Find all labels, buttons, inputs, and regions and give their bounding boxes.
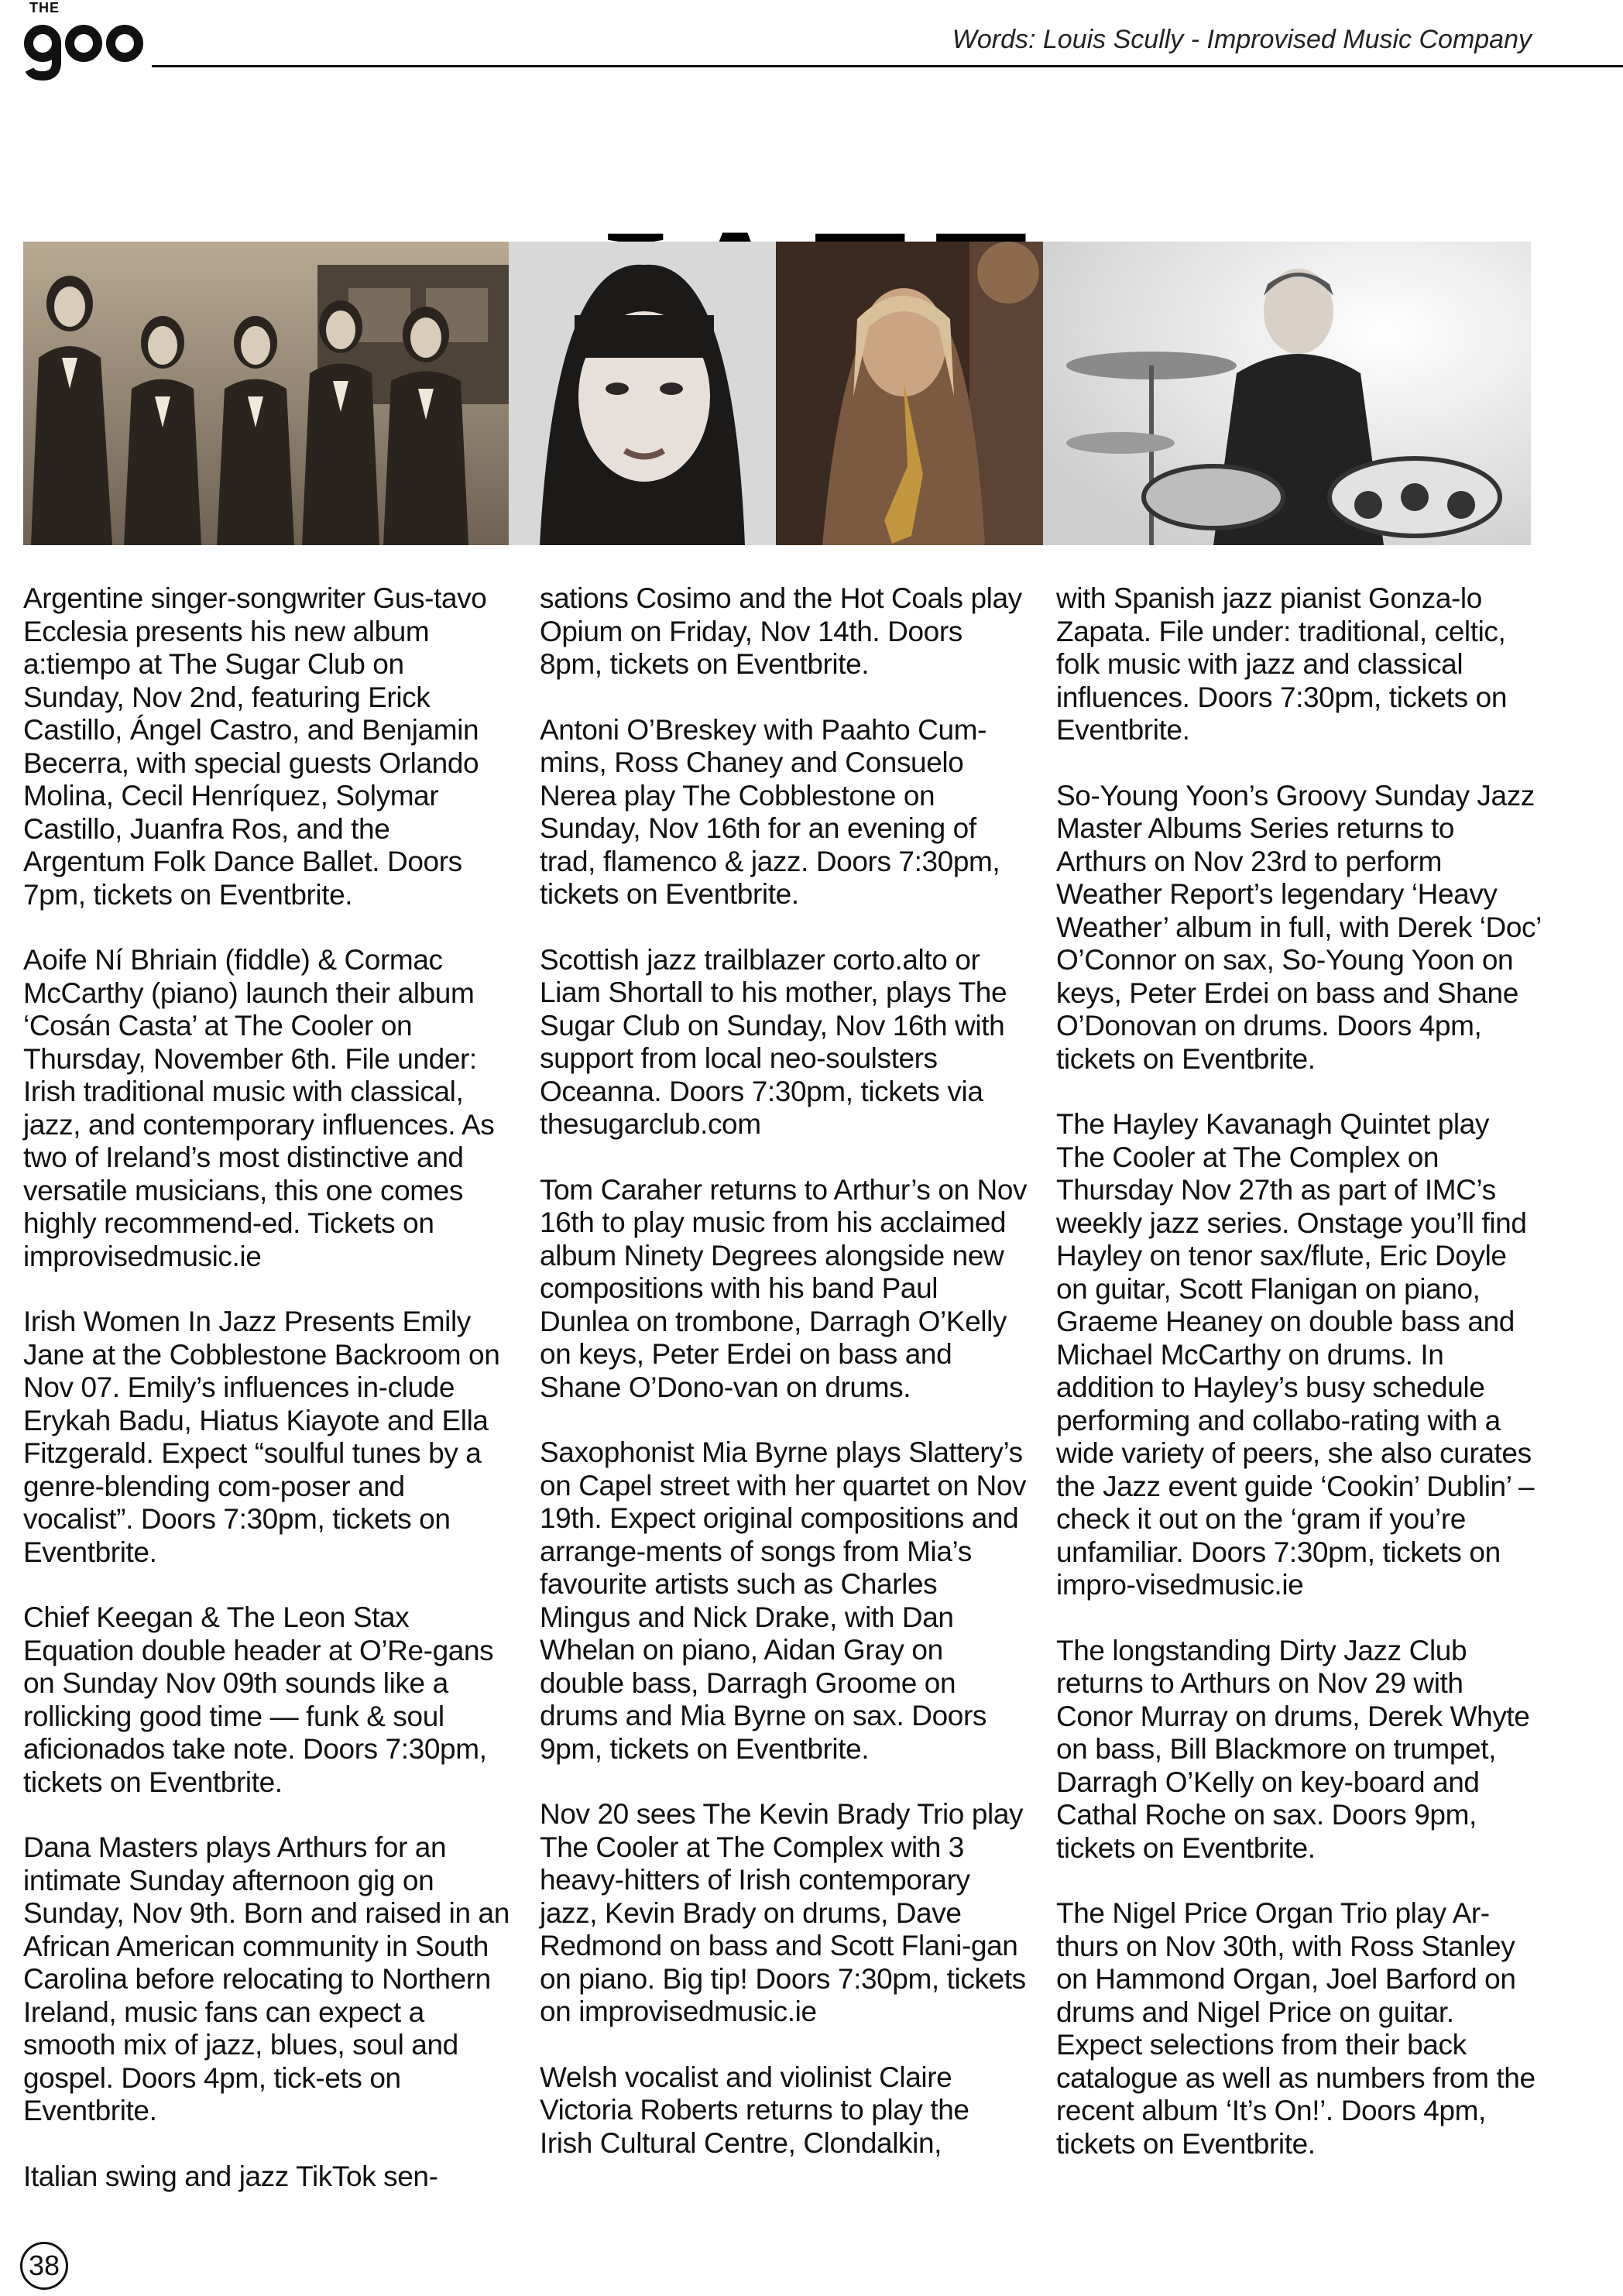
article-column-2 <box>540 582 1028 2192</box>
paragraph-dirty-jazz-club: The longstanding Dirty Jazz Club returns to Arthurs on Nov 29 with Conor Murray on drums, Derek Whyte on bass, Bill Blackmore on trumpet, Darragh O’Kelly on key-board and Cathal Roche on sax. Doors 9pm, tickets on Eventbrite. <box>1056 1634 1530 1864</box>
logo-small-text: THE <box>29 0 60 15</box>
photo-female-singer <box>509 242 776 545</box>
paragraph-emily-jane: Irish Women In Jazz Presents Emily Jane at the Cobblestone Backroom on Nov 07. Emily’s influences in-clude Erykah Badu, Hiatus Kiayote and Ella Fitzgerald. Expect “soulful tunes by a genre-blending com-poser and vocalist”. Doors 7:30pm, tickets on Eventbrite. <box>23 1306 500 1568</box>
byline: Words: Louis Scully - Improvised Music Company <box>952 25 1532 54</box>
photo-saxophonist <box>776 242 1043 545</box>
paragraph-chief-keegan: Chief Keegan & The Leon Stax Equation double header at O’Re-gans on Sunday Nov 09th sounds like a rollicking good time — funk & soul aficionados take note. Doors 7:30pm, tickets on Eventbrite. <box>23 1601 494 1798</box>
paragraph-aoife-ni-bhriain: Aoife Ní Bhriain (fiddle) & Cormac McCarthy (piano) launch their album ‘Cosán Casta’ at The Cooler on Thursday, November 6th. File under: Irish traditional music with classical, jazz, and contemporary influences. As two of Ireland’s most distinctive and versatile musicians, this one comes highly recommend-ed. Tickets on improvisedmusic.ie <box>23 944 495 1272</box>
photo-drummer <box>1043 242 1531 545</box>
paragraph-tom-caraher: Tom Caraher returns to Arthur’s on Nov 16th to play music from his acclaimed album Ninety Degrees alongside new compositions with his band Paul Dunlea on trombone, Darragh O’Kelly on keys, Peter Erdei on bass and Shane O’Dono-van on drums. <box>540 1173 1028 1403</box>
paragraph-mia-byrne: Saxophonist Mia Byrne plays Slattery’s on Capel street with her quartet on Nov 19th. Expect original compositions and arrange-ments of songs from Mia’s favourite artists such as Charles Mingus and Nick Drake, with Dan Whelan on piano, Aidan Gray on double bass, Darragh Groome on drums and Mia Byrne on sax. Doors 9pm, tickets on Eventbrite. <box>540 1436 1027 1765</box>
goo-logo-icon <box>23 11 147 81</box>
paragraph-nigel-price: The Nigel Price Organ Trio play Ar-thurs on Nov 30th, with Ross Stanley on Hammond Organ, Joel Barford on drums and Nigel Price on guitar. Expect selections from their back catalogue as well as numbers from the recent album ‘It’s On!’. Doors 4pm, tickets on Eventbrite. <box>1056 1897 1536 2160</box>
photo-band-group <box>23 242 509 545</box>
paragraph-kevin-brady: Nov 20 sees The Kevin Brady Trio play The Cooler at The Complex with 3 heavy-hitters of Irish contemporary jazz, Kevin Brady on drums, Dave Redmond on bass and Scott Flani-gan on piano. Big tip! Doors 7:30pm, tickets on improvisedmusic.ie <box>540 1798 1026 2027</box>
paragraph-claire-roberts-end: with Spanish jazz pianist Gonza-lo Zapata. File under: traditional, celtic, folk music with jazz and classical influences. Doors 7:30pm, tickets on Eventbrite. <box>1056 582 1508 746</box>
paragraph-so-young-yoon: So-Young Yoon’s Groovy Sunday Jazz Master Albums Series returns to Arthurs on Nov 23rd to perform Weather Report’s legendary ‘Heavy Weather’ album in full, with Derek ‘Doc’ O’Connor on sax, So-Young Yoon on keys, Peter Erdei on bass and Shane O’Donovan on drums. Doors 4pm, tickets on Eventbrite. <box>1056 779 1541 1075</box>
header-rule <box>152 65 1623 67</box>
paragraph-antoni-obreskey: Antoni O’Breskey with Paahto Cum-mins, Ross Chaney and Consuelo Nerea play The Cobblestone on Sunday, Nov 16th for an evening of trad, flamenco & jazz. Doors 7:30pm, tickets on Eventbrite. <box>540 713 1000 910</box>
page-number: 38 <box>20 2242 68 2290</box>
paragraph-claire-roberts-start: Welsh vocalist and violinist Claire Victoria Roberts returns to play the Irish Cultural Centre, Clondalkin, <box>540 2061 969 2159</box>
paragraph-cosimo-end: sations Cosimo and the Hot Coals play Opium on Friday, Nov 14th. Doors 8pm, tickets on Eventbrite. <box>540 582 1022 680</box>
paragraph-dana-masters: Dana Masters plays Arthurs for an intimate Sunday afternoon gig on Sunday, Nov 9th. Born and raised in an African American community in South Carolina before relocating to Northern Ireland, music fans can expect a smooth mix of jazz, blues, soul and gospel. Doors 4pm, tick-ets on Eventbrite. <box>23 1831 510 2126</box>
article-column-1 <box>23 582 511 2226</box>
paragraph-cosimo-start: Italian swing and jazz TikTok sen- <box>23 2160 438 2192</box>
paragraph-corto-alto: Scottish jazz trailblazer corto.alto or Liam Shortall to his mother, plays The Sugar Club on Sunday, Nov 16th with support from local neo-soulsters Oceanna. Doors 7:30pm, tickets via thesugarclub.com <box>540 943 1007 1140</box>
paragraph-hayley-kavanagh: The Hayley Kavanagh Quintet play The Cooler at The Complex on Thursday Nov 27th as part of IMC’s weekly jazz series. Onstage you’ll find Hayley on tenor sax/flute, Eric Doyle on guitar, Scott Flanigan on piano, Graeme Heaney on double bass and Michael McCarthy on drums. In addition to Hayley’s busy schedule performing and collabo-rating with a wide variety of peers, she also curates the Jazz event guide ‘Cookin’ Dublin’ – check it out on the ‘gram if you’re unfamiliar. Doors 7:30pm, tickets on impro-visedmusic.ie <box>1056 1108 1535 1601</box>
article-column-3 <box>1056 582 1544 2193</box>
the-goo-logo <box>23 0 155 85</box>
paragraph-gustavo-ecclesia: Argentine singer-songwriter Gus-tavo Ecclesia presents his new album a:tiempo at The Sugar Club on Sunday, Nov 2nd, featuring Erick Castillo, Ángel Castro, and Benjamin Becerra, with special guests Orlando Molina, Cecil Henríquez, Solymar Castillo, Juanfra Ros, and the Argentum Folk Dance Ballet. Doors 7pm, tickets on Eventbrite. <box>23 582 487 911</box>
